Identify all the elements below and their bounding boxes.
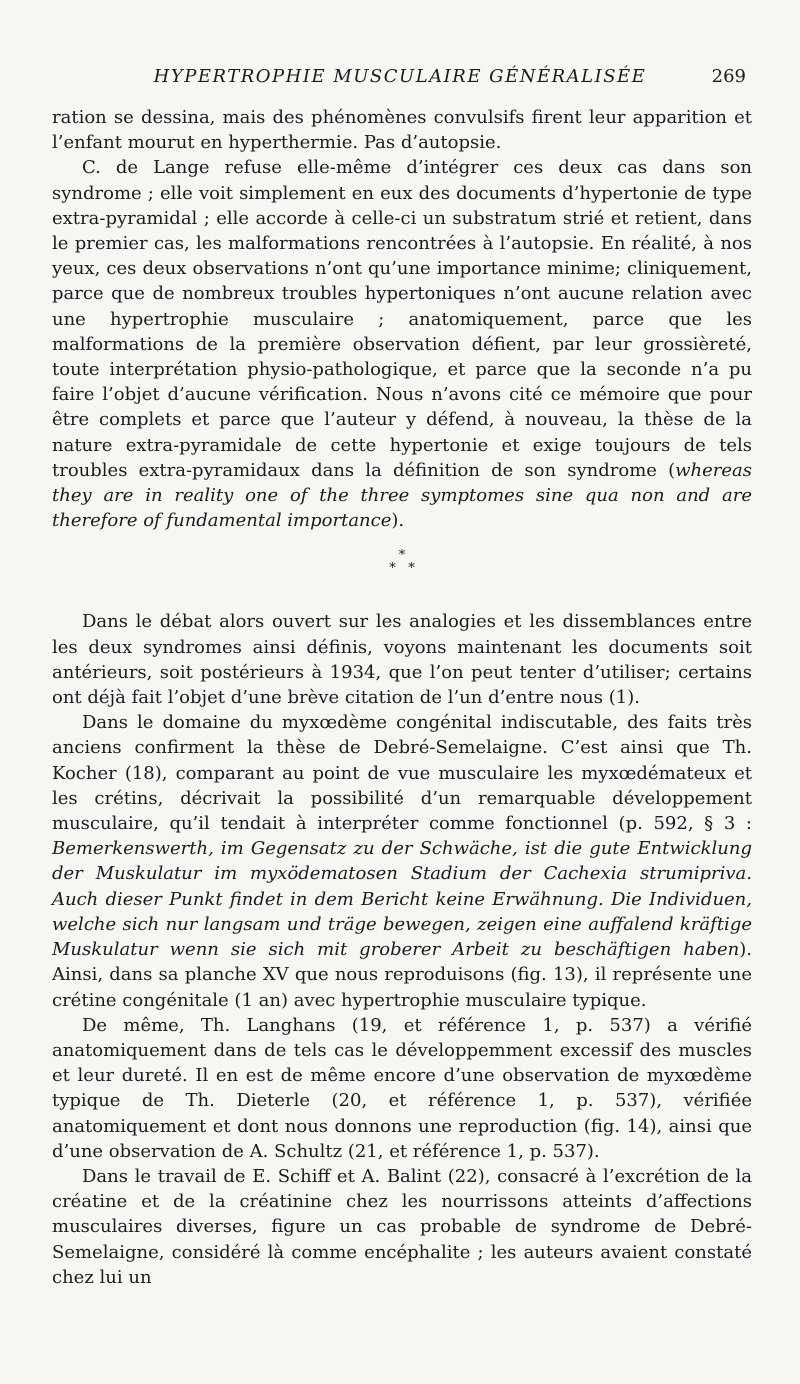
paragraph-4 xyxy=(52,710,752,1012)
paragraph-5: De même, Th. Langhans (19, et référence 1, p. 537) a vérifié anatomiquement dans de tels cas le développemment excessif des muscles et leur dureté. Il en est de même encore d’une observation de myxœdème typique de Th. Dieterle (20, et référence 1, p. 537), vérifiée anatomiquement et dont nous donnons une reproduction (fig. 14), ainsi que d’une observation de A. Schultz (21, et référence 1, p. 537). xyxy=(52,1014,752,1162)
running-title: HYPERTROPHIE MUSCULAIRE GÉNÉRALISÉE xyxy=(153,66,647,87)
paragraph-2-end: ). xyxy=(391,510,405,532)
paragraph-4-text: Dans le domaine du myxœdème congénital indiscutable, des faits très anciens confirment la thèse de Debré-Semelaigne. C’est ainsi que Th. Kocher (18), comparant au point de vue musculaire les myxœdémateux et les crétins, décrivait la possibilité d’un remarquable développement musculaire, qu’il tendait à interpréter comme fonctionnel (p. 592, § 3 : xyxy=(52,712,752,835)
paragraph-2-text: C. de Lange refuse elle-même d’intégrer ces deux cas dans son syndrome ; elle voit simplement en eux des documents d’hypertonie de type extra-pyramidal ; elle accorde à celle-ci un substratum strié et retient, dans le premier cas, les malformations rencontrées à l’autopsie. En réalité, à nos yeux, ces deux observations n’ont qu’une importance minime; cliniquement, parce que de nombreux troubles hypertoniques n’ont aucune relation avec une hypertrophie musculaire ; anatomiquement, parce que les malformations de la première observation défient, par leur grossièreté, toute interprétation physio-pathologique, et parce que la seconde n’a pu faire l’objet d’aucune vérification. Nous n’avons cité ce mémoire que pour être complets et parce que l’auteur y défend, à nouveau, la thèse de la nature extra-pyramidale de cette hypertonie et exige toujours de tels troubles extra-pyramidaux dans la définition de son syndrome ( xyxy=(52,157,752,481)
asterism-bottom: * * xyxy=(389,561,415,577)
asterism-top: * xyxy=(398,548,406,564)
paragraph-2 xyxy=(52,155,752,533)
paragraph-6: Dans le travail de E. Schiff et A. Balint (22), consacré à l’excrétion de la créatine et de la créatinine chez les nourrissons atteints d’affections musculaires diverses, figure un cas probable de syndrome de Debré-Semelaigne, considéré là comme encéphalite ; les auteurs avaient constaté chez lui un xyxy=(52,1165,752,1288)
paragraph-2-english-quote: whereas they are in reality one of the three symptomes sine qua non and are therefore of fundamental importance xyxy=(52,459,752,532)
paragraph-1: ration se dessina, mais des phénomènes convulsifs firent leur apparition et l’enfant mourut en hyperthermie. Pas d’autopsie. xyxy=(52,107,752,154)
body-text xyxy=(52,105,752,1290)
paragraph-4-german-quote: Bemerkenswerth, im Gegensatz zu der Schwäche, ist die gute Entwicklung der Muskulatur im myxödematosen Stadium der Cachexia strumipriva. Auch dieser Punkt findet in dem Bericht keine Erwähnung. Die Individuen, welche sich nur langsam und träge bewegen, zeigen eine auffalend kräftige Muskulatur wenn sie sich mit groberer Arbeit zu beschäftigen haben xyxy=(52,838,752,961)
page-header xyxy=(50,66,750,96)
page-number: 269 xyxy=(711,66,746,87)
paragraph-4-end: ). Ainsi, dans sa planche XV que nous reproduisons (fig. 13), il représente une crétine congénitale (1 an) avec hypertrophie musculaire typique. xyxy=(52,939,752,1011)
paragraph-3: Dans le débat alors ouvert sur les analogies et les dissemblances entre les deux syndromes ainsi définis, voyons maintenant les documents soit antérieurs, soit postérieurs à 1934, que l’on peut tenter d’utiliser; certains ont déjà fait l’objet d’une brève citation de l’un d’entre nous (1). xyxy=(52,611,752,709)
section-asterism xyxy=(52,549,752,575)
